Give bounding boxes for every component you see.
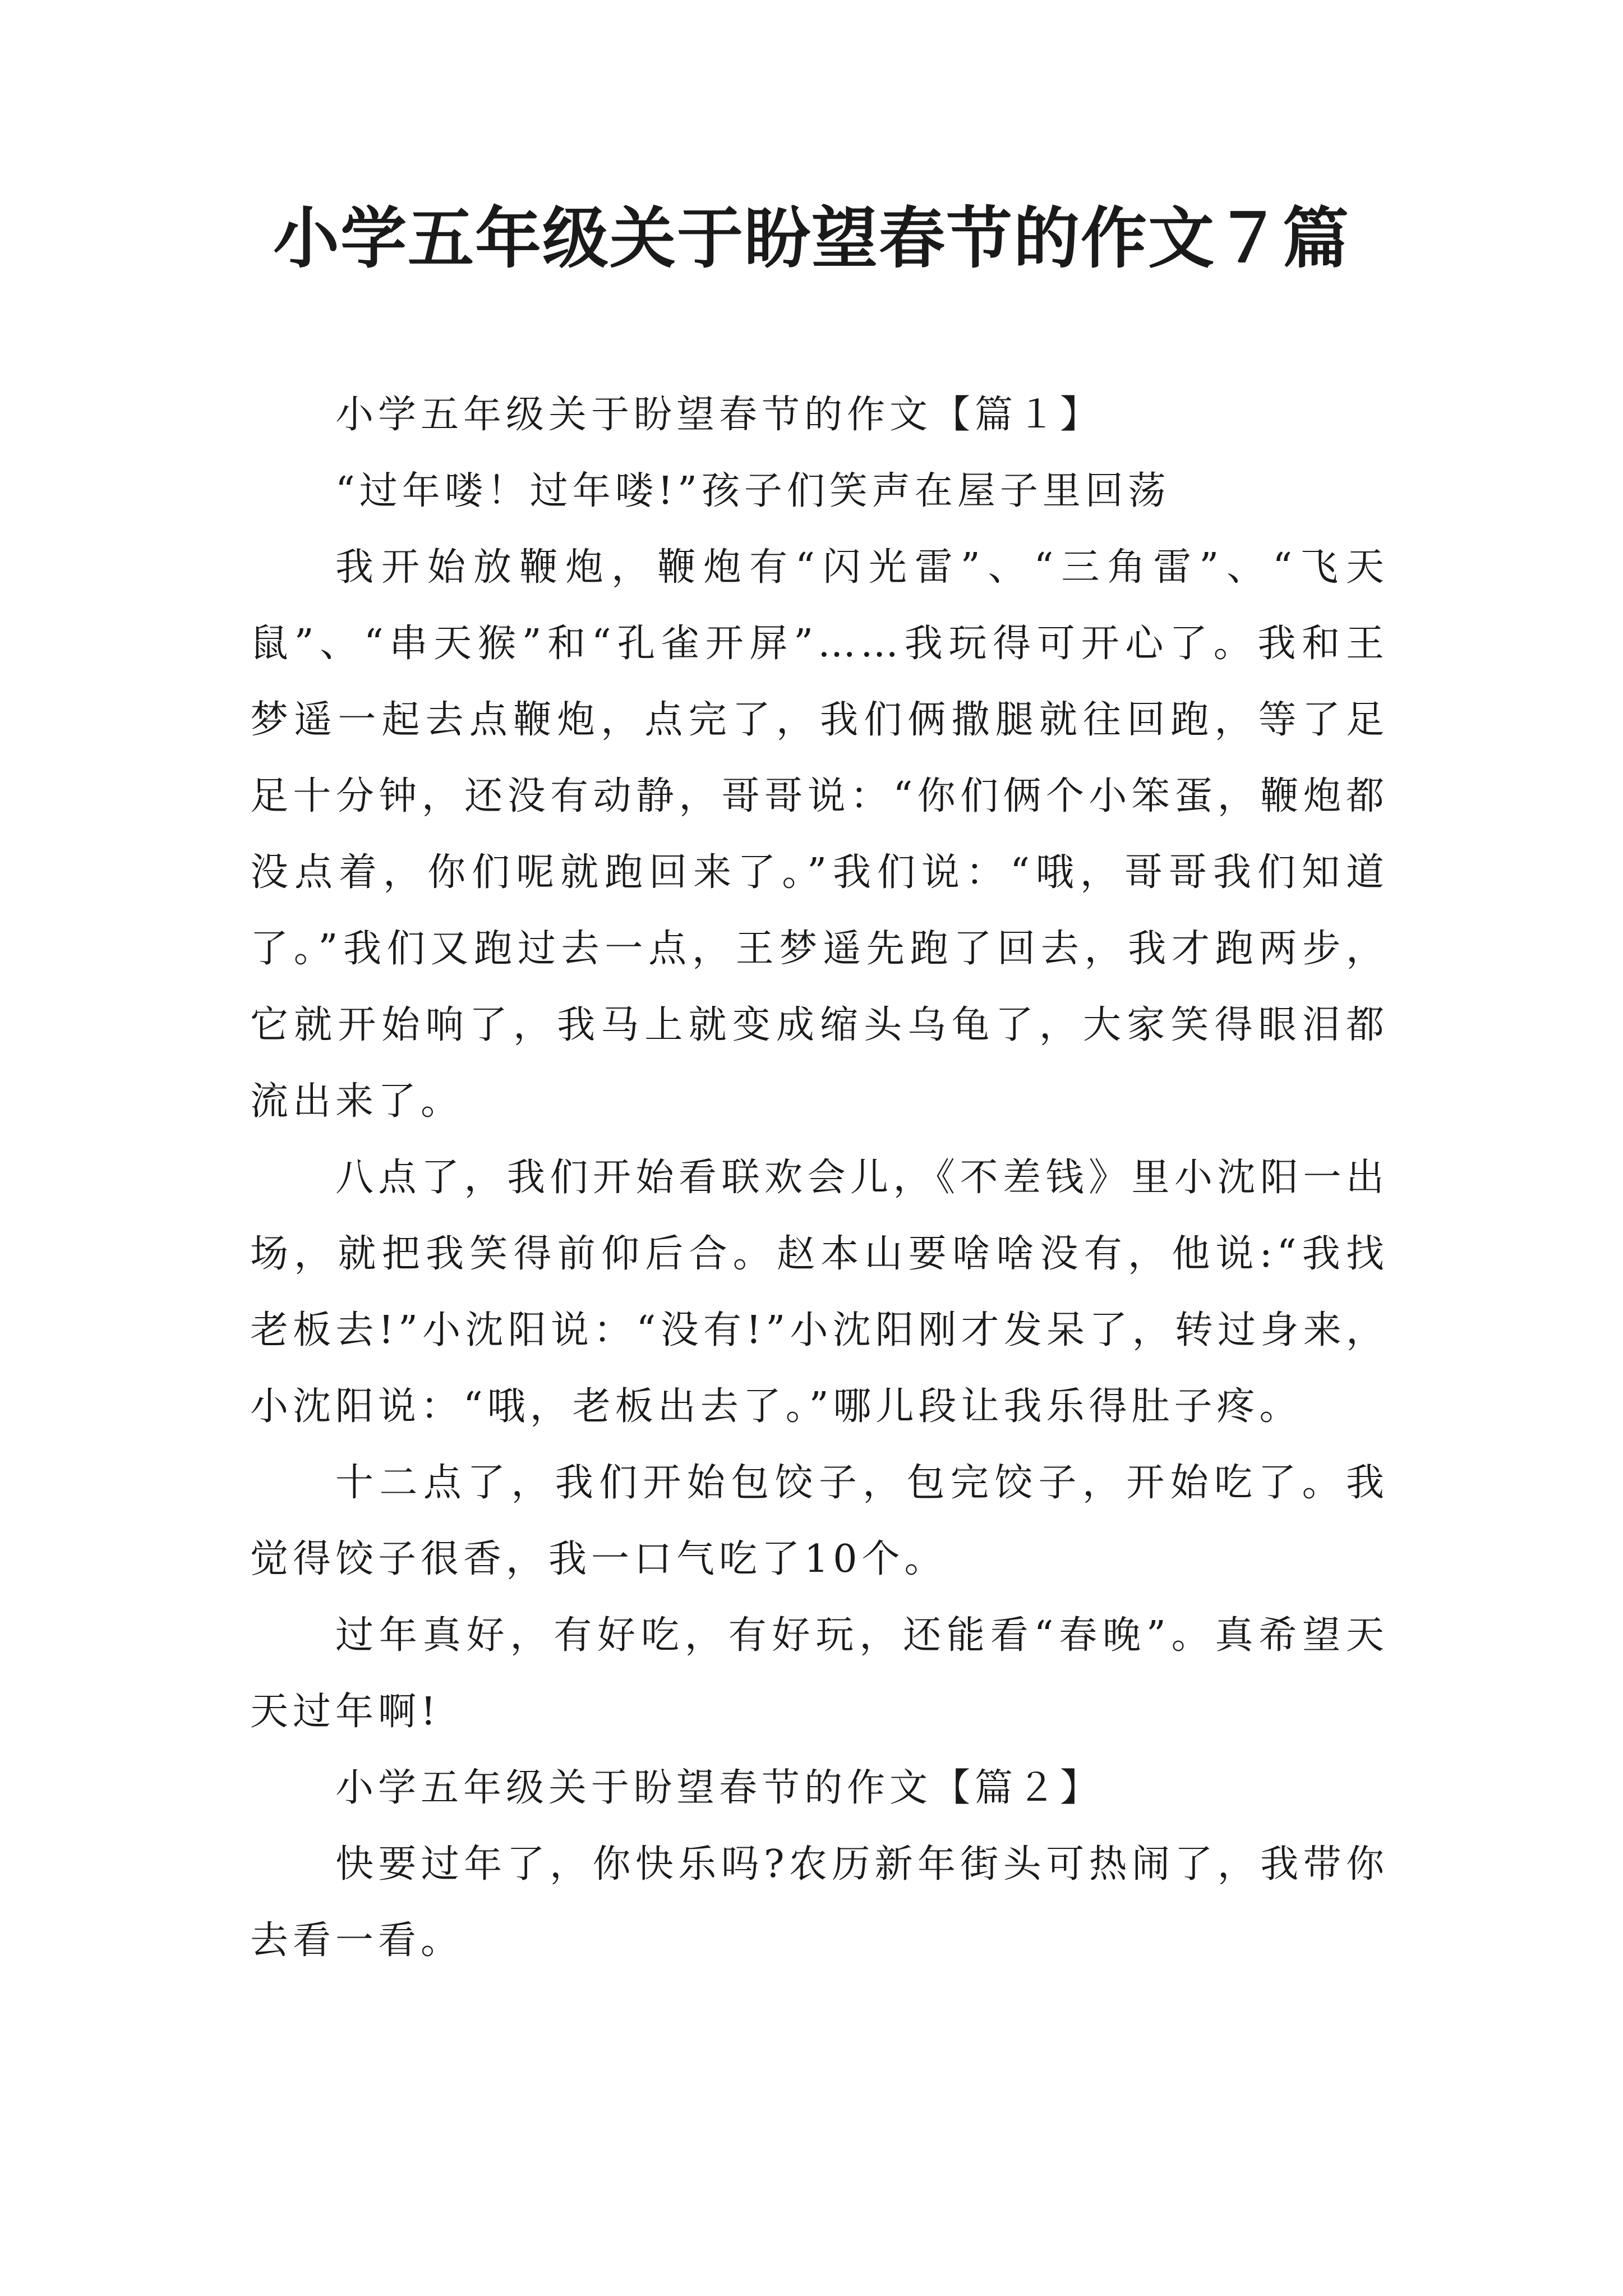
paragraph: “过年喽！过年喽!”孩子们笑声在屋子里回荡 bbox=[335, 469, 1170, 513]
section-heading-2: 小学五年级关于盼望春节的作文【篇２】 bbox=[335, 1766, 1103, 1810]
paragraph: 快要过年了，你快乐吗?农历新年街头可热闹了，我带你去看一看。 bbox=[250, 1842, 1389, 1963]
paragraph: 八点了，我们开始看联欢会儿，《不差钱》里小沈阳一出场，就把我笑得前仰后合。赵本山要啥啥没有，他说:“我找老板去!”小沈阳说：“没有!”小沈阳刚才发呆了，转过身来，小沈阳说：“哦，老板出去了。”哪儿段让我乐得肚子疼。 bbox=[250, 1156, 1389, 1429]
paragraph: 我开始放鞭炮，鞭炮有“闪光雷”、“三角雷”、“飞天鼠”、“串天猴”和“孔雀开屏”……我玩得可开心了。我和王梦遥一起去点鞭炮，点完了，我们俩撒腿就往回跑，等了足足十分钟，还没有动静，哥哥说：“你们俩个小笨蛋，鞭炮都没点着，你们呢就跑回来了。”我们说：“哦，哥哥我们知道了。”我们又跑过去一点，王梦遥先跑了回去，我才跑两步，它就开始响了，我马上就变成缩头乌龟了，大家笑得眼泪都流出来了。 bbox=[250, 545, 1389, 1124]
document-title: 小学五年级关于盼望春节的作文７篇 bbox=[273, 199, 1350, 277]
paragraph: 十二点了，我们开始包饺子，包完饺子，开始吃了。我觉得饺子很香，我一口气吃了10个。 bbox=[250, 1461, 1389, 1581]
paragraph: 过年真好，有好吃，有好玩，还能看“春晚”。真希望天天过年啊! bbox=[250, 1613, 1389, 1734]
section-heading-1: 小学五年级关于盼望春节的作文【篇１】 bbox=[335, 393, 1103, 437]
document-body bbox=[250, 377, 1389, 1979]
